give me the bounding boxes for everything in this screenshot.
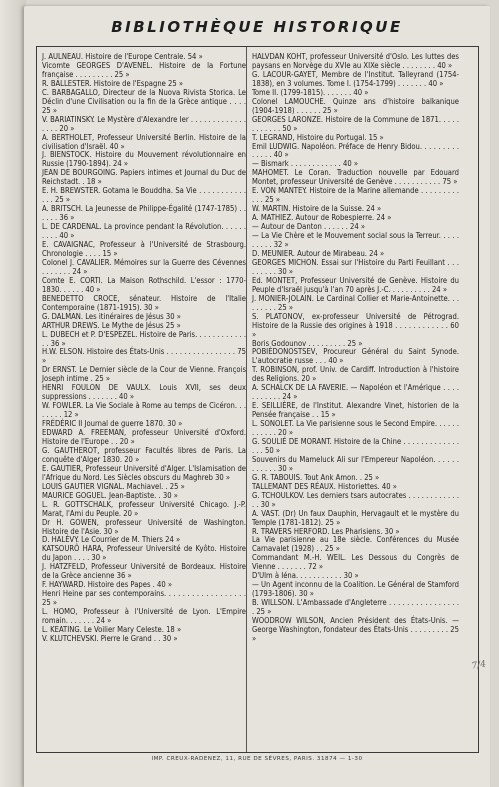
catalog-entry: V. KLUTCHEVSKI. Pierre le Grand . . 30 »: [42, 633, 178, 643]
catalog-entry: G. DALMAN. Les itinéraires de Jésus 30 »: [42, 311, 181, 321]
catalog-entry: EDWARD A. FREEMAN, professeur Université d'Oxford. Histoire de l'Europe . . 20 »: [42, 428, 246, 446]
catalog-entry: L. DE CARDENAL. La province pendant la Révolution. . . . . . . . . . 40 »: [42, 222, 246, 241]
catalog-entry: F. HAYWARD. Histoire des Papes . 40 »: [42, 580, 173, 590]
catalog-entry: T. ROBINSON, prof. Univ. de Cardiff. Introduction à l'histoire des Religions. 20 »: [252, 365, 459, 384]
catalog-entry: BENEDETTO CROCE, sénateur. Histoire de l'Italie Contemporaine (1871-1915). 30 »: [42, 293, 246, 312]
catalog-entry: L. R. GOTTSCHALK, professeur Université Chicago. J.-P. Marat, l'Ami du Peuple. 20 »: [42, 499, 246, 518]
catalog-entry: J. AULNEAU. Histoire de l'Europe Centrale. 54 »: [42, 52, 203, 61]
page-title: BIBLIOTHÈQUE HISTORIQUE: [111, 18, 403, 36]
catalog-entry: Comte E. CORTI. La Maison Rothschild. L'essor : 1770-1830. . . . . . 40 »: [42, 275, 246, 294]
catalog-entry: G. GAUTHEROT, professeur Facultés libres de Paris. La conquête d'Alger 1830. 20 »: [42, 445, 246, 464]
catalog-entry: HENRI FOULON DE VAULX. Louis XVII, ses deux suppressions . . . . . . . 40 »: [42, 383, 246, 402]
catalog-entry: J. HATZFELD, Professeur Université de Bordeaux. Histoire de la Grèce ancienne 36 »: [42, 562, 246, 581]
catalog-entry: MAURICE GOGUEL. Jean-Baptiste. . 30 »: [42, 490, 178, 500]
catalog-entry: T. LEGRAND, Histoire du Portugal. 15 »: [252, 132, 384, 142]
catalog-entry: L. KEATING. Le Voilier Mary Celeste. 18 »: [42, 625, 182, 634]
catalog-entry: G. R. TABOUIS. Tout Ank Amon. . 25 »: [252, 472, 380, 482]
catalog-entry: L. HOMO, Professeur à l'Université de Lyon. L'Empire romain. . . . . . . 24 »: [42, 607, 246, 626]
catalog-entry: Emil LUDWIG. Napoléon. Préface de Henry Bidou. . . . . . . . . . . . . . 40 »: [252, 141, 459, 160]
catalog-entry: FRÉDÉRIC II Journal de guerre 1870. 30 »: [42, 419, 183, 429]
spine-edge: [0, 0, 26, 787]
catalog-entry: H.W. ELSON. Histoire des États-Unis . . . . . . . . . . . . . . . . 75 »: [42, 347, 246, 366]
catalog-entry: R. TRAVERS HERFORD. Les Pharisiens. 30 »: [252, 526, 400, 536]
catalog-entry: ARTHUR DREWS. Le Mythe de Jésus 25 »: [42, 320, 181, 330]
printer-footer: IMP. CREUX-RADENEZ, 11, RUE DE SÈVRES, PARIS. 31874 — 1-30: [151, 756, 363, 762]
catalog-entry: POBIÉDONOSTSEV, Procureur Général du Saint Synode. L'autocratie russe . . . 40 »: [252, 347, 459, 366]
catalog-entry: — Bismark . . . . . . . . . . . . 40 »: [252, 159, 359, 169]
column-divider: [246, 47, 247, 752]
catalog-entry: D. HALÉVY. Le Courrier de M. Thiers 24 »: [42, 535, 181, 545]
left-column: [42, 53, 246, 644]
catalog-entry: La Vie parisienne au 18e siècle. Conférences du Musée Carnavalet (1928) . . 25 »: [252, 535, 459, 554]
catalog-entry: Ed. MONTET, Professeur Université de Genève. Histoire du Peuple d'Israël jusqu'à l'an 70 après J.-C. . . . . . . . . . 24 »: [252, 275, 459, 294]
catalog-entry: KATSOURÔ HARA, Professeur Université de Kyôto. Histoire du Japon . . . . 30 »: [42, 544, 246, 563]
catalog-entry: Dr H. GOWEN, professeur Université de Washington. Histoire de l'Asie. 30 »: [42, 517, 246, 536]
right-column: [252, 53, 459, 644]
catalog-entry: GEORGES MICHON. Essai sur l'Histoire du Parti Feuillant . . . . . . . . . 30 »: [252, 257, 459, 276]
catalog-entry: L. SONOLET. La Vie parisienne sous le Second Empire. . . . . . . . . . . . 20 »: [252, 419, 459, 438]
catalog-entry: A. SCHALCK DE LA FAVERIE. — Napoléon et l'Amérique . . . . . . . . . . . 24 »: [252, 383, 459, 402]
catalog-entry: Boris Godounov . . . . . . . . . 25 »: [252, 338, 363, 348]
catalog-entry: WOODROW WILSON, Ancien Président des États-Unis. — George Washington, fondateur des États-Unis . . . . . . . . . 25 »: [252, 616, 459, 643]
catalog-entry: A. BERTHOLET, Professeur Université Berlin. Histoire de la civilisation d'Israël. 40 »: [42, 132, 246, 151]
catalog-entry: LOUIS GAUTIER VIGNAL. Machiavel. . 25 »: [42, 481, 185, 491]
pencil-annotation: 7/4: [470, 659, 487, 672]
catalog-entry: E. SEILLIÈRE, de l'Institut. Alexandre Vinet, historien de la Pensée française . . 15 »: [252, 401, 459, 420]
catalog-entry: E. H. BREWSTER. Gotama le Bouddha. Sa Vie . . . . . . . . . . . . . . 25 »: [42, 186, 246, 205]
catalog-entry: G. SOULIÉ DE MORANT. Histoire de la Chine . . . . . . . . . . . . . . . . 50 »: [252, 436, 459, 455]
catalog-entry: E. CAVAIGNAC, Professeur à l'Université de Strasbourg. Chronologie . . . . 15 »: [42, 240, 246, 258]
catalog-entry: L. DUBECH et P. D'ESPEZEL. Histoire de Paris. . . . . . . . . . . . . . 36 »: [42, 329, 246, 348]
catalog-entry: S. PLATONOV, ex-professeur Université de Pétrograd. Histoire de la Russie des origines à 1918 . . . . . . . . . . . . 60 »: [252, 311, 459, 339]
catalog-entry: JEAN DE BOURGOING. Papiers intimes et Journal du Duc de Reichstadt. . 18 »: [42, 168, 246, 187]
catalog-entry: — Un Agent inconnu de la Coalition. Le Général de Stamford (1793-1806). 30 »: [252, 580, 459, 599]
catalog-entry: Tome II. (1799-1815). . . . . . . 40 »: [252, 87, 369, 97]
catalog-entry: G. LACOUR-GAYET, Membre de l'Institut. Talleyrand (1754-1838), en 3 volumes. Tome I. (1754-1799) . . . . . . . 40 »: [252, 69, 459, 88]
catalog-entry: MAHOMET. Le Coran. Traduction nouvelle par Edouard Montet, professeur Université de Genève . . . . . . . . . . . 75 »: [252, 168, 459, 187]
catalog-entry: D. MEUNIER. Autour de Mirabeau. 24 »: [252, 248, 385, 258]
catalog-entry: J. BIENSTOCK. Histoire du Mouvement révolutionnaire en Russie (1790-1894). 24 »: [42, 150, 246, 169]
catalog-entry: Henri Heine par ses contemporains. . . . . . . . . . . . . . . . . . 25 »: [42, 589, 246, 608]
catalog-entry: E. GAUTIER, Professeur Université d'Alger. L'Islamisation de l'Afrique du Nord. Les Siècles obscurs du Maghreb 30 »: [42, 463, 246, 482]
catalog-entry: J. MONIER-JOLAIN. Le Cardinal Collier et Marie-Antoinette. . . . . . . . . 25 »: [252, 293, 459, 312]
catalog-entry: D'Ulm à Iéna. . . . . . . . . . . 30 »: [252, 571, 359, 581]
catalog-entry: Vicomte GEORGES D'AVENEL. Histoire de la Fortune française . . . . . . . . . 25 »: [42, 60, 246, 79]
catalog-entry: GEORGES LARONZE. Histoire de la Commune de 1871. . . . . . . . . . . . 50 »: [252, 114, 459, 133]
catalog-entry: Colonel J. CAVALIER. Mémoires sur la Guerre des Cévennes . . . . . . . 24 »: [42, 257, 246, 276]
catalog-entry: — Autour de Danton . . . . . . 24 »: [252, 222, 366, 232]
catalog-entry: HALVDAN KOHT, professeur Université d'Oslo. Les luttes des paysans en Norvège du XVIe au XIXe siècle . . . . . . . . 40 »: [252, 52, 459, 70]
catalog-entry: Colonel LAMOUCHE. Quinze ans d'histoire balkanique (1904-1918) . . . . . . 25 »: [252, 96, 459, 115]
catalog-entry: TALLEMANT DES RÉAUX. Historiettes. 40 »: [252, 481, 397, 491]
catalog-entry: Commandant M.-H. WEIL. Les Dessous du Congrès de Vienne . . . . . . . 72 »: [252, 553, 459, 572]
catalog-entry: R. BALLESTER. Histoire de l'Espagne 25 »: [42, 78, 184, 88]
catalog-entry: A. MATHIEZ. Autour de Robespierre. 24 »: [252, 213, 392, 223]
catalog-entry: A. BRITSCH. La Jeunesse de Philippe-Égalité (1747-1785) . . . . . . 36 »: [42, 204, 246, 223]
catalog-entry: E. VON MANTEY. Histoire de la Marine allemande . . . . . . . . . . . . 25 »: [252, 186, 459, 205]
catalog-entry: W. FOWLER. La Vie Sociale à Rome au temps de Cicéron. . . . . . . . 12 »: [42, 401, 246, 420]
catalog-entry: W. MARTIN. Histoire de la Suisse. 24 »: [252, 204, 382, 214]
catalog-page: [24, 6, 490, 787]
catalog-entry: A. VAST. (Dr) Un faux Dauphin, Hervagault et le mystère du Temple (1781-1812). 25 »: [252, 508, 459, 527]
catalog-entry: B. WILLSON. L'Ambassade d'Angleterre . . . . . . . . . . . . . . . . . 25 »: [252, 598, 459, 617]
catalog-entry: G. TCHOULKOV. Les derniers tsars autocrates . . . . . . . . . . . . . . 30 »: [252, 490, 459, 509]
catalog-entry: — La Vie Chère et le Mouvement social sous la Terreur. . . . . . . . . . 32 »: [252, 231, 459, 250]
catalog-entry: Dr ERNST. Le Dernier siècle de la Cour de Vienne. François Joseph intime . 25 »: [42, 365, 246, 384]
catalog-entry: Souvenirs du Mameluck Ali sur l'Empereur Napoléon. . . . . . . . . . . . 30 »: [252, 454, 459, 473]
catalog-entry: V. BARIATINSKY. Le Mystère d'Alexandre Ier . . . . . . . . . . . . . . . . . 20 »: [42, 114, 246, 133]
catalog-entry: C. BARBAGALLO, Directeur de la Nuova Rivista Storica. Le Déclin d'une Civilisation ou la fin de la Grèce antique . . . . 25 »: [42, 87, 246, 115]
